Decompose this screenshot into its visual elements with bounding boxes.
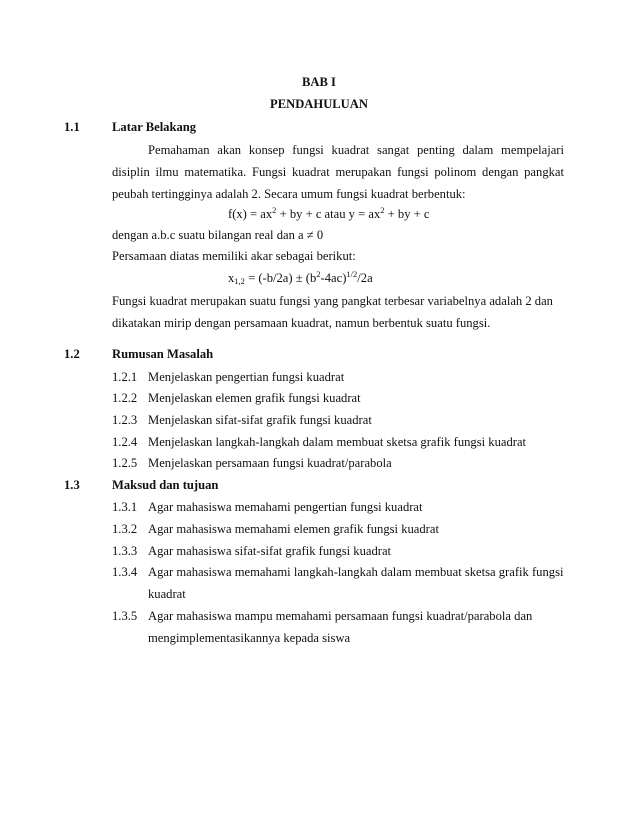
list-item-continuation: kuadrat (148, 587, 186, 601)
section-title: Maksud dan tujuan (112, 478, 219, 492)
section-title: Rumusan Masalah (112, 347, 214, 361)
list-item-text: Menjelaskan pengertian fungsi kuadrat (148, 370, 345, 384)
list-item-number: 1.3.1 (112, 500, 138, 514)
paragraph-line: Pemahaman akan konsep fungsi kuadrat sangat penting dalam mempelajari (148, 143, 564, 157)
chapter-title: PENDAHULUAN (270, 97, 368, 111)
paragraph-line: dikatakan mirip dengan persamaan kuadrat, namun berbentuk suatu fungsi. (112, 316, 491, 330)
list-item-number: 1.2.1 (112, 370, 138, 384)
list-item-number: 1.2.5 (112, 456, 138, 470)
list-item-text: Menjelaskan langkah-langkah dalam membuat sketsa grafik fungsi kuadrat (148, 435, 527, 449)
condition-text: dengan a.b.c suatu bilangan real dan a ≠ 0 (112, 228, 324, 242)
list-item-text: Agar mahasiswa memahami elemen grafik fungsi kuadrat (148, 522, 439, 536)
list-item-text: Agar mahasiswa sifat-sifat grafik fungsi kuadrat (148, 544, 392, 558)
list-item-number: 1.3.3 (112, 544, 138, 558)
list-item-number: 1.3.4 (112, 565, 138, 579)
list-item-number: 1.3.5 (112, 609, 138, 623)
list-item-text: Menjelaskan sifat-sifat grafik fungsi kuadrat (148, 413, 372, 427)
formula-roots: $x_{1,2} = (-b/2a) \pm (b^2-4ac)^{1/2}/2a$ (228, 269, 373, 286)
paragraph-line: peubah tertingginya adalah 2. Secara umum fungsi kuadrat berbentuk: (112, 187, 466, 201)
formula-quadratic: $f(x) = ax^2$ + by + c atau $y = ax^2$ + by + c (228, 205, 430, 221)
list-item-text: Agar mahasiswa memahami pengertian fungsi kuadrat (148, 500, 423, 514)
paragraph-line: disiplin ilmu matematika. Fungsi kuadrat merupakan fungsi polinom dengan pangkat (112, 165, 564, 179)
list-item-number: 1.2.4 (112, 435, 138, 449)
section-title: Latar Belakang (112, 120, 197, 134)
paragraph-line: Fungsi kuadrat merupakan suatu fungsi yang pangkat terbesar variabelnya adalah 2 dan (112, 294, 553, 308)
list-item-text: Agar mahasiswa mampu memahami persamaan fungsi kuadrat/parabola dan (148, 609, 533, 623)
section-number: 1.2 (64, 347, 80, 361)
list-item-number: 1.2.3 (112, 413, 138, 427)
roots-intro: Persamaan diatas memiliki akar sebagai berikut: (112, 249, 356, 263)
section-number: 1.3 (64, 478, 80, 492)
list-item-text: Menjelaskan elemen grafik fungsi kuadrat (148, 391, 361, 405)
list-item-number: 1.3.2 (112, 522, 138, 536)
list-item-number: 1.2.2 (112, 391, 138, 405)
list-item-text: Agar mahasiswa memahami langkah-langkah dalam membuat sketsa grafik fungsi (148, 565, 564, 579)
chapter-label: BAB I (302, 75, 336, 89)
list-item-continuation: mengimplementasikannya kepada siswa (148, 631, 351, 645)
list-item-text: Menjelaskan persamaan fungsi kuadrat/parabola (148, 456, 392, 470)
section-number: 1.1 (64, 120, 80, 134)
